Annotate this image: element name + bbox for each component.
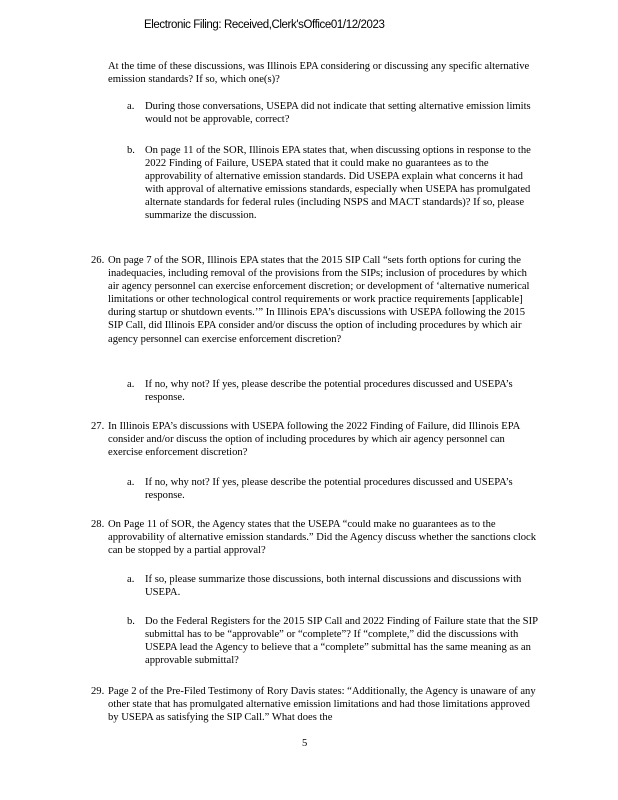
list-marker: a. — [127, 477, 135, 488]
list-marker: a. — [127, 379, 135, 390]
list-marker: a. — [127, 574, 135, 585]
filing-stamp-header: Electronic Filing: Received,Clerk'sOffice01/12/2023 — [144, 19, 385, 31]
list-marker: a. — [127, 101, 135, 112]
sub-item-text: During those conversations, USEPA did not indicate that setting alternative emission limits would not be approvable, correct? — [145, 101, 531, 126]
intro-paragraph: At the time of these discussions, was Illinois EPA considering or discussing any specific alternative emission standards? If so, which one(s)? — [108, 61, 530, 86]
question-text: Page 2 of the Pre-Filed Testimony of Rory Davis states: “Additionally, the Agency is unaware of any other state that has promulgated alternative emission limitations and had those limitations approved by USEPA as satisfying the SIP Call.” What does the — [108, 686, 536, 724]
question-number: 28. — [91, 519, 105, 530]
page-number: 5 — [302, 738, 308, 749]
question-number: 29. — [91, 686, 105, 697]
list-marker: b. — [127, 616, 135, 627]
sub-item-text: If so, please summarize those discussions, both internal discussions and discussions with USEPA. — [145, 574, 522, 599]
sub-item-text: Do the Federal Registers for the 2015 SIP Call and 2022 Finding of Failure state that the SIP submittal has to be “approvable” or “complete”? If “complete,” did the discussions with USEPA lead the Agency to believe that a “complete” submittal has the same meaning as an approvable submittal? — [145, 616, 538, 667]
question-number: 26. — [91, 255, 105, 266]
list-marker: b. — [127, 145, 135, 156]
question-text: In Illinois EPA’s discussions with USEPA following the 2022 Finding of Failure, did Illinois EPA consider and/or discuss the option of including procedures by which air agency personnel can exercise enforcement discretion? — [108, 421, 520, 459]
question-number: 27. — [91, 421, 105, 432]
question-text: On Page 11 of SOR, the Agency states that the USEPA “could make no guarantees as to the approvability of alternative emission standards.” Did the Agency discuss whether the sanctions clock can be stopped by a partial approval? — [108, 519, 537, 557]
question-text: On page 7 of the SOR, Illinois EPA states that the 2015 SIP Call “sets forth options for curing the inadequacies, including removal of the provisions from the SIPs; inclusion of procedures by which air agency personnel can exercise enforcement discretion; or development of ‘alternative numerical limitations or other technological control requirements or work practice requirements [applicable] during startup or shutdown events.’” In Illinois EPA’s discussions with USEPA following the 2015 SIP Call, did Illinois EPA consider and/or discuss the option of including procedures by which air agency personnel can exercise enforcement discretion? — [108, 255, 530, 345]
sub-item-text: On page 11 of the SOR, Illinois EPA states that, when discussing options in response to the 2022 Finding of Failure, USEPA stated that it could make no guarantees as to the approvability of alternative emission standards. Did USEPA explain what concerns it had with approval of alternative emissions standards, especially when USEPA has promulgated alternate standards for federal rules (including NSPS and MACT standards)? If so, please summarize the discussion. — [145, 145, 531, 222]
sub-item-text: If no, why not? If yes, please describe the potential procedures discussed and USEPA’s response. — [145, 477, 513, 502]
sub-item-text: If no, why not? If yes, please describe the potential procedures discussed and USEPA’s response. — [145, 379, 513, 404]
